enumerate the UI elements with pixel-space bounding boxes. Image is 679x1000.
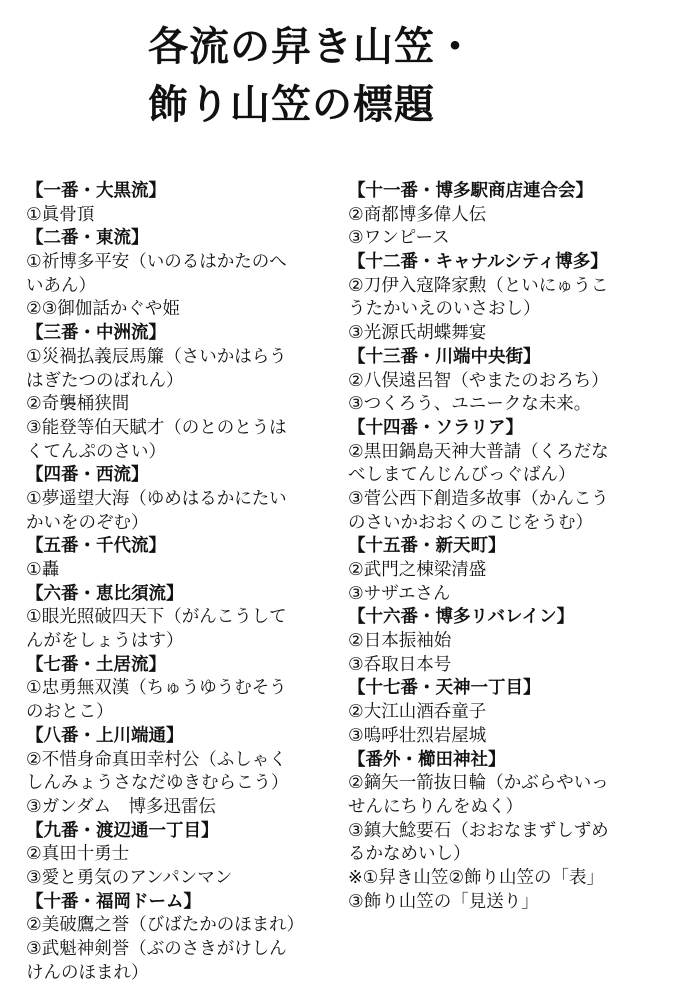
entry-line: のさいかおおくのこじをうむ）	[348, 512, 593, 533]
entry-line: ③飾り山笠の「見送り」	[348, 891, 539, 912]
title-line-2: 飾り山笠の標題	[148, 82, 435, 128]
entry-line: ③嗚呼壮烈岩屋城	[348, 725, 487, 746]
entry-line: ①忠勇無双漢（ちゅうゆうむそう	[26, 678, 287, 699]
entry-line: ②鏑矢一箭抜日輪（かぶらやいっ	[348, 773, 609, 794]
entry-line: ③菅公西下創造多故事（かんこう	[348, 488, 609, 509]
entry-line: ③鎮大鯰要石（おおなまずしずめ	[348, 820, 609, 841]
entry-line: ③サザエさん	[348, 583, 451, 604]
entry-line: ③愛と勇気のアンパンマン	[26, 867, 233, 888]
entry-line: はぎたつのばれん）	[26, 370, 184, 391]
left-column	[26, 180, 346, 985]
entry-line: べしまてんじんびっぐばん）	[348, 465, 576, 486]
entry-line: ②真田十勇士	[26, 844, 130, 865]
section-heading: 【十六番・博多リバレイン】	[348, 607, 575, 628]
entry-line: ①災禍払義辰馬簾（さいかはらう	[26, 346, 287, 367]
entry-line: せんにちりんをぬく）	[348, 796, 523, 817]
entry-line: ②八俣遠呂智（やまたのおろち）	[348, 370, 609, 391]
entry-line: ①轟	[26, 560, 60, 580]
section-heading: 【一番・大黒流】	[26, 181, 166, 201]
entry-line: のおとこ）	[26, 702, 114, 723]
section-heading: 【七番・土居流】	[26, 654, 166, 675]
title-line-1: 各流の舁き山笠・	[148, 24, 476, 70]
entry-line: ②黒田鍋島天神大普請（くろだな	[348, 441, 609, 462]
entry-line: ②美破鷹之誉（びばたかのほまれ）	[26, 915, 305, 936]
section-heading: 【番外・櫛田神社】	[348, 749, 506, 770]
entry-line: ②奇襲桶狭間	[26, 394, 130, 415]
entry-line: ②刀伊入寇降家勲（といにゅうこ	[348, 275, 609, 296]
section-heading: 【十五番・新天町】	[348, 536, 506, 557]
entry-line: ②武門之棟梁清盛	[348, 560, 487, 580]
entry-line: ③能登等伯天賦才（のとのとうは	[26, 417, 287, 438]
section-heading: 【十二番・キャナルシティ博多】	[348, 252, 608, 273]
entry-line: ②大江山酒呑童子	[348, 702, 487, 723]
entry-line: ②商都博多偉人伝	[348, 204, 487, 225]
entry-line: けんのほまれ）	[26, 962, 149, 983]
section-heading: 【九番・渡辺通一丁目】	[26, 820, 219, 841]
entry-line: ③ワンピース	[348, 228, 450, 249]
section-heading: 【六番・恵比須流】	[26, 583, 184, 604]
section-heading: 【十番・福岡ドーム】	[26, 891, 201, 912]
entry-line: ②③御伽話かぐや姫	[26, 299, 180, 320]
entry-line: ①眞骨頂	[26, 204, 95, 225]
section-heading: 【十一番・博多駅商店連合会】	[348, 181, 593, 201]
entry-line: しんみょうさなだゆきむらこう）	[26, 773, 289, 794]
entry-line: ①眼光照破四天下（がんこうして	[26, 607, 287, 628]
entry-line: ①夢遥望大海（ゆめはるかにたい	[26, 488, 287, 509]
entry-line: いあん）	[26, 275, 96, 296]
section-heading: 【十四番・ソラリア】	[348, 417, 523, 438]
entry-line: ※①舁き山笠②飾り山笠の「表」	[348, 867, 605, 888]
entry-line: ③呑取日本号	[348, 654, 452, 675]
entry-line: くてんぷのさい）	[26, 441, 166, 462]
section-heading: 【十七番・天神一丁目】	[348, 678, 541, 699]
section-heading: 【四番・西流】	[26, 465, 149, 486]
right-column	[348, 180, 668, 914]
entry-line: ①祈博多平安（いのるはかたのへ	[26, 252, 287, 273]
entry-line: るかなめいし）	[348, 844, 471, 865]
entry-line: んがをしょうはす）	[26, 631, 184, 652]
entry-line: ③武魁神剣誉（ぶのさきがけしん	[26, 939, 287, 959]
section-heading: 【二番・東流】	[26, 228, 149, 249]
section-heading: 【三番・中洲流】	[26, 323, 166, 344]
entry-line: ③光源氏胡蝶舞宴	[348, 323, 487, 344]
page-title	[148, 18, 476, 134]
entry-line: ③ガンダム 博多迅雷伝	[26, 796, 216, 817]
entry-line: ②不惜身命真田幸村公（ふしゃく	[26, 749, 287, 770]
entry-line: かいをのぞむ）	[26, 512, 149, 533]
section-heading: 【五番・千代流】	[26, 536, 166, 557]
section-heading: 【十三番・川端中央街】	[348, 346, 541, 367]
section-heading: 【八番・上川端通】	[26, 725, 184, 746]
entry-line: ②日本振袖始	[348, 631, 452, 652]
entry-line: うたかいえのいさおし）	[348, 299, 541, 320]
entry-line: ③つくろう、ユニークな未来。	[348, 394, 592, 415]
